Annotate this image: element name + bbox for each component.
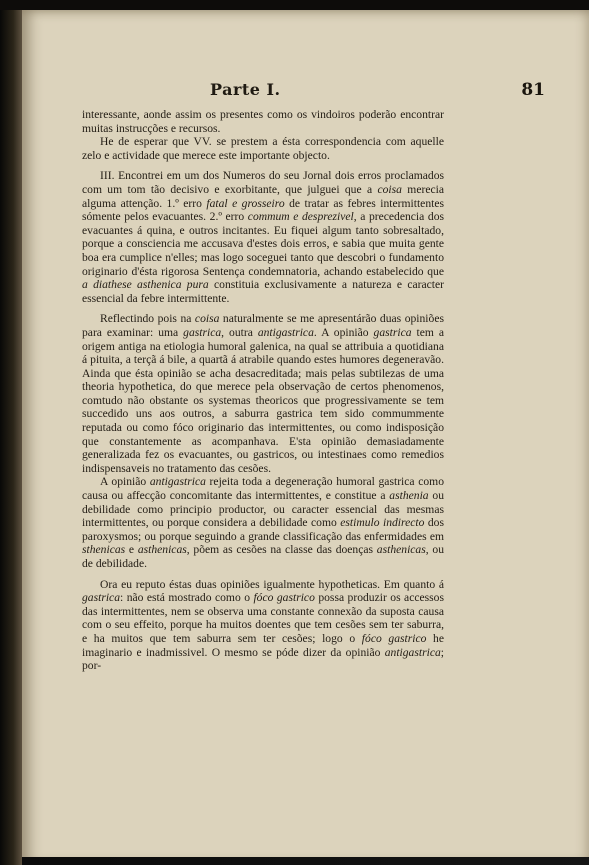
italic-term: fatal e grosseiro xyxy=(206,196,285,210)
book-gutter-shadow xyxy=(0,10,22,865)
text-run: , põem as cesões na classe das doenças xyxy=(186,543,377,557)
text-run: A opinião xyxy=(100,475,150,489)
paragraph xyxy=(82,312,444,475)
italic-term: antigastrica xyxy=(149,475,206,489)
text-run: ; por- xyxy=(82,645,444,673)
text-run: ou debilidade como principio productor, ou caracter essencial das mesmas intermittentes, ou porque considera a debilidade como xyxy=(82,489,444,530)
text-run: Reflectindo pois na xyxy=(100,312,195,326)
italic-term: gastrica xyxy=(82,591,121,605)
italic-term: gastrica xyxy=(183,325,222,339)
text-run: merecia alguma attenção. 1.º erro xyxy=(82,182,444,210)
text-run: He de esperar que VV. se prestem a ésta correspondencia com aquelle zelo e actividade que merece este importante objecto. xyxy=(82,135,444,162)
page-header xyxy=(60,80,553,104)
text-run: , outra xyxy=(221,325,258,339)
italic-term: asthenicas xyxy=(376,543,426,557)
paragraph xyxy=(82,578,444,673)
text-run: e xyxy=(125,543,138,557)
text-run: , a precedencia dos evacuantes á quina, e outros incitantes. Eu fiquei algum tanto sobresaltado, porque a consciencia me accusava d'estes dois erros, e sabia que muita gente boa era cumplice n'elles; mas logo soceguei tanto que descobri o fundamento originario d'ésta rigorosa Sentença condemnatoria, achando estabelecido que xyxy=(82,210,444,278)
italic-term: asthenia xyxy=(389,489,429,503)
text-run: . A opinião xyxy=(313,325,374,339)
italic-term: antigastrica xyxy=(257,325,314,339)
text-run: rejeita toda a degeneração humoral gastrica como causa ou affecção concomitante das intermittentes, e constitue a xyxy=(82,475,444,503)
italic-term: fóco gastrico xyxy=(253,591,315,605)
paragraph xyxy=(82,135,444,162)
paragraph xyxy=(82,108,444,135)
text-run: de tratar as febres intermittentes sómente pelos evacuantes. 2.º erro xyxy=(82,196,444,224)
text-run: constituia exclusivamente a natureza e caracter essencial da febre intermittente. xyxy=(82,278,444,305)
text-run: he imaginario e inadmissivel. O mesmo se póde dizer da opinião xyxy=(82,631,444,659)
italic-term: asthenicas xyxy=(137,543,187,557)
running-head: Parte I. xyxy=(210,80,281,99)
page-number: 81 xyxy=(521,80,545,100)
italic-term: coisa xyxy=(194,312,220,326)
text-run: , ou de debilidade. xyxy=(82,543,444,570)
scan-bottom-strip xyxy=(22,857,589,865)
text-run: III. Encontrei em um dos Numeros do seu Jornal dois erros proclamados com um tom tão decisivo e exorbitante, que julguei que a xyxy=(82,169,444,196)
italic-term: fóco gastrico xyxy=(361,631,427,645)
italic-term: sthenicas xyxy=(82,543,126,557)
italic-term: a diathese asthenica pura xyxy=(82,278,209,292)
text-run: naturalmente se me apresentárão duas opiniões para examinar: uma xyxy=(82,312,444,339)
text-run: Ora eu reputo éstas duas opiniões igualmente hypotheticas. Em quanto á xyxy=(100,577,444,591)
paragraph xyxy=(82,169,444,305)
italic-term: estimulo indirecto xyxy=(340,516,425,530)
text-run: : não está mostrado como o xyxy=(120,591,254,605)
text-run: dos paroxysmos; ou porque seguindo a grande classificação das enfermidades em xyxy=(82,516,444,543)
text-run: interessante, aonde assim os presentes como os vindoiros poderão encontrar muitas instrucções e recursos. xyxy=(82,108,444,135)
body-text xyxy=(82,108,444,673)
text-run: possa produzir os accessos das intermittentes, nem se observa uma constante connexão da suposta causa com o seu effeito, porque ha muitos doentes que tem cesões sem ter saburra, e ha muitos que tem saburra sem ter cesões; logo o xyxy=(82,591,444,645)
italic-term: gastrica xyxy=(373,325,412,339)
text-run: tem a origem antiga na etiologia humoral galenica, na qual se attribuia a quotidiana á pituita, a terçã á bile, a quartã á atrabile quando estes humores degeneravão. Ainda que ésta opinião se acha desacreditada; mais pelas subtilezas de uma theoria hypothetica, do que merece pela observação de certos phenomenos, comtudo não obstante os systemas theoricos que progressivamente se tem succedido uns aos outros, a saburra gastrica tem sido commummente reputada ou como fóco originario das intermittentes, ou como indisposição que constantemente as acompanhava. E'sta opinião demasiadamente generalizada fez os evacuantes, ou gastricos, ou intestinaes como remedios indispensaveis no tratamento das cesões. xyxy=(82,325,444,475)
italic-term: coisa xyxy=(377,182,402,196)
italic-term: commum e desprezivel xyxy=(247,210,354,224)
paragraph xyxy=(82,475,444,570)
italic-term: antigastrica xyxy=(384,645,441,659)
